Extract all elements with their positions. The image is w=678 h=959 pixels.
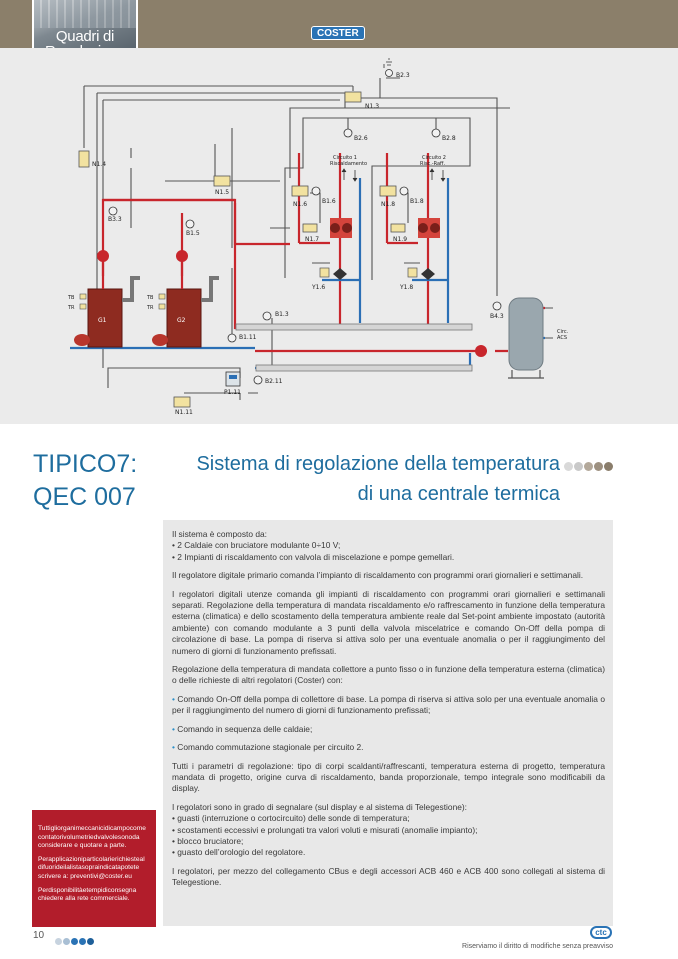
controller-n15: [214, 176, 230, 186]
boiler-g2-label: G2: [177, 317, 186, 324]
pump-g1: [97, 250, 109, 262]
decor-dot: [63, 938, 70, 945]
decor-dot: [55, 938, 62, 945]
bullet-mark: •: [172, 723, 175, 734]
brand-logo: ctc: [590, 926, 612, 939]
decor-dot: [604, 462, 613, 471]
sensor-b28: [432, 129, 440, 137]
label-n13: N1.3: [365, 103, 380, 110]
pump: [430, 223, 440, 233]
list-item: [172, 742, 605, 753]
tb-label: TB: [147, 295, 154, 301]
section-title: Quadri di: [55, 28, 115, 45]
label-circuit-2: Circuito 2: [422, 155, 446, 161]
list-item-text: Comando commutazione stagionale per circuito 2.: [177, 742, 364, 753]
footer-dots: [55, 932, 95, 950]
return-header: [256, 365, 472, 371]
label-b211: B2.11: [265, 378, 283, 385]
wire: [285, 118, 348, 278]
label-b33: B3.3: [108, 216, 122, 223]
label-n18: N1.8: [381, 201, 396, 208]
label-n17: N1.7: [305, 236, 320, 243]
burner-g1: [74, 334, 90, 346]
heading-line-2: di una centrale termica: [357, 483, 560, 505]
label-p111: P1.11: [224, 389, 241, 396]
label-b15: B1.5: [186, 230, 200, 237]
typical-code: [33, 448, 137, 514]
tr-label: TR: [147, 305, 154, 311]
thermostat-tr: [159, 304, 165, 309]
decor-dot: [594, 462, 603, 471]
footer-note: Riserviamo il diritto di modifiche senza preavviso: [462, 943, 613, 950]
paragraph: I regolatori sono in grado di segnalare (sul display e al sistema di Telegestione):: [172, 801, 467, 812]
cold-pipes: [70, 178, 545, 368]
sensor-b111: [228, 334, 236, 342]
controller-n111: [174, 397, 190, 407]
burner-g2: [152, 334, 168, 346]
list-item: [172, 694, 605, 717]
arrow: [342, 169, 346, 180]
heading-line-1: Sistema di regolazione della temperatura: [196, 453, 560, 475]
outdoor-probe-icon: [384, 59, 392, 68]
sensor-b26: [344, 129, 352, 137]
label-n16: N1.6: [293, 201, 308, 208]
collector-pump: [475, 345, 487, 357]
tank-stand: [508, 370, 544, 378]
label-circ-acs-sub: ACS: [557, 335, 567, 341]
paragraph: Tutti i parametri di regolazione: tipo di corpi scaldanti/raffrescanti, temperatura esterna di progetto, temperatura mandata di progetto, origine curva di riscaldamento, banda proporzionale, tempo integrale sono modificabili da display.: [172, 760, 605, 794]
wire: [108, 368, 240, 388]
label-b18: B1.8: [410, 198, 424, 205]
flue-g1: [122, 278, 140, 300]
label-b23: B2.3: [396, 72, 410, 79]
heading-dots: [564, 458, 614, 476]
decor-dot: [574, 462, 583, 471]
alarm-item: • guasto dell’orologio del regolatore.: [172, 847, 306, 858]
notes-box: [32, 810, 156, 927]
valve-actuator: [408, 268, 417, 277]
sensor-b13: [263, 312, 271, 320]
label-circuit-1: Circuito 1: [333, 155, 357, 161]
intro-bullet: • 2 Caldaie con bruciatore modulante 0÷10 V;: [172, 540, 341, 551]
alarm-item: • guasti (interruzione o cortocircuito) delle sonde di temperatura;: [172, 813, 410, 824]
model-code: QEC 007: [33, 483, 136, 511]
decor-dot: [71, 938, 78, 945]
label-n19: N1.9: [393, 236, 408, 243]
arrow: [441, 170, 445, 181]
tr-label: TR: [68, 305, 75, 311]
label-b111: B1.11: [239, 334, 257, 341]
paragraph: Regolazione della temperatura di mandata collettore a punto fisso o in funzione della temperatura esterna (climatica) o delle richieste di altri regolatori (Coster) con:: [172, 664, 605, 686]
tb-label: TB: [68, 295, 75, 301]
note: Perdisponibilitàetempidiconsegna chiedere alla rete commerciale.: [38, 886, 137, 903]
label-n111: N1.11: [175, 409, 193, 416]
page-number: 10: [33, 930, 45, 941]
controller-n18: [380, 186, 396, 196]
pump-g2: [176, 250, 188, 262]
decor-dot: [584, 462, 593, 471]
controller-n13: [345, 92, 361, 102]
alarm-item: • blocco bruciatore;: [172, 835, 244, 846]
mixing-valves: [320, 268, 435, 280]
description-box: [163, 520, 613, 926]
hydraulic-schematic: [0, 48, 678, 424]
bullet-mark: •: [172, 742, 175, 753]
note: Tuttigliorganimeccanicidicampocome contatorivolumetriedvalvolesonoda considerare e quotare a parte.: [38, 825, 146, 850]
list-item-text: Comando in sequenza delle caldaie;: [177, 723, 313, 734]
thermostat-tr: [80, 304, 86, 309]
controller-n14: [79, 151, 89, 167]
meter-display: [229, 375, 237, 379]
coster-logo: COSTER: [311, 26, 365, 40]
alarm-item: • scostamenti eccessivi e prolungati tra valori voluti e misurati (anomalie impianto);: [172, 824, 478, 835]
sensor-b16: [312, 187, 320, 195]
label-b26: B2.6: [354, 135, 368, 142]
list-item: [172, 724, 605, 735]
decor-dot: [564, 462, 573, 471]
label-b16: B1.6: [322, 198, 336, 205]
supply-header: [236, 324, 472, 330]
decor-dot: [79, 938, 86, 945]
pump: [330, 223, 340, 233]
label-circuit-2-sub: Risc.-Raff.: [420, 161, 446, 167]
label-circ-acs: Circ.: [557, 329, 569, 335]
thermostat-tb: [159, 294, 165, 299]
sensor-b18: [400, 187, 408, 195]
intro-text: Il sistema è composto da:: [172, 529, 267, 539]
note: Perapplicazioniparticolarierichiesteal difuorideilalistasopraindicatapotete scrivere a: preventivi@coster.eu: [38, 855, 145, 880]
twin-pumps: [330, 218, 440, 238]
boiler-g1-label: G1: [98, 317, 107, 324]
wire: [348, 118, 470, 280]
bullet-mark: •: [172, 693, 175, 704]
label-n15: N1.5: [215, 189, 230, 196]
valve-body: [333, 268, 347, 280]
schematic-drawing: [0, 48, 678, 424]
label-n14: N1.4: [92, 161, 107, 168]
dhw-tank: [509, 298, 543, 370]
sensor-b15: [186, 220, 194, 228]
sensor-b23: [386, 70, 393, 77]
arrow: [353, 170, 357, 181]
sensor-b43: [493, 302, 501, 310]
label-circuit-1-sub: Riscaldamento: [330, 161, 368, 167]
hot-pipe: [103, 262, 182, 289]
pump: [342, 223, 352, 233]
typical-title: TIPICO7:: [33, 450, 138, 478]
sensor-b211: [254, 376, 262, 384]
label-b43: B4.3: [490, 313, 504, 320]
intro-bullet: • 2 Impianti di riscaldamento con valvola di miscelazione e pompe gemellari.: [172, 551, 455, 562]
page-heading: [196, 449, 560, 509]
building-photo: [34, 0, 136, 28]
thermostat-tb: [80, 294, 86, 299]
label-b13: B1.3: [275, 311, 289, 318]
controller-n19: [391, 224, 405, 232]
valve-body: [421, 268, 435, 280]
valve-actuator: [320, 268, 329, 277]
flow-arrows: [342, 169, 445, 181]
sensor-b33: [109, 207, 117, 215]
tank-connections: [545, 308, 553, 338]
decor-dot: [87, 938, 94, 945]
controller-n16: [292, 186, 308, 196]
paragraph: Il regolatore digitale primario comanda l’impianto di riscaldamento con programmi orari giornalieri e settimanali.: [172, 570, 584, 581]
label-b28: B2.8: [442, 135, 456, 142]
flue-g2: [201, 278, 219, 300]
controller-n17: [303, 224, 317, 232]
paragraph: I regolatori digitali utenze comanda gli impianti di riscaldamento con programmi orari giornalieri e settimanali separati. Regolazione della temperatura di mandata riscaldamento e/o raffrescamento in funzione della temperatura esterna (climatica) e dello scostamento della temperatura ambiente reale dal Set-point ambiente impostato (autorità ambiente) con comando modulante a 3 punti della valvola miscelatrice e comando On-Off della pompa di circolazione di base. La pompa di riserva si attiva solo per una eventuale anomalia o per il raggiungimento del numero di giorni di funzionamento prefissati.: [172, 588, 605, 656]
list-item-text: Comando On-Off della pompa di collettore di base. La pompa di riserva si attiva solo per una eventuale anomalia o per il raggiungimento del numero di giorni di funzionamento prefissati;: [172, 693, 606, 716]
label-y16: Y1.6: [312, 284, 326, 291]
arrow: [430, 169, 434, 180]
label-y18: Y1.8: [400, 284, 414, 291]
paragraph: I regolatori, per mezzo del collegamento CBus e degli accessori ACB 460 e ACB 400 sono collegati al sistema di Telegestione.: [172, 865, 605, 888]
pump: [418, 223, 428, 233]
